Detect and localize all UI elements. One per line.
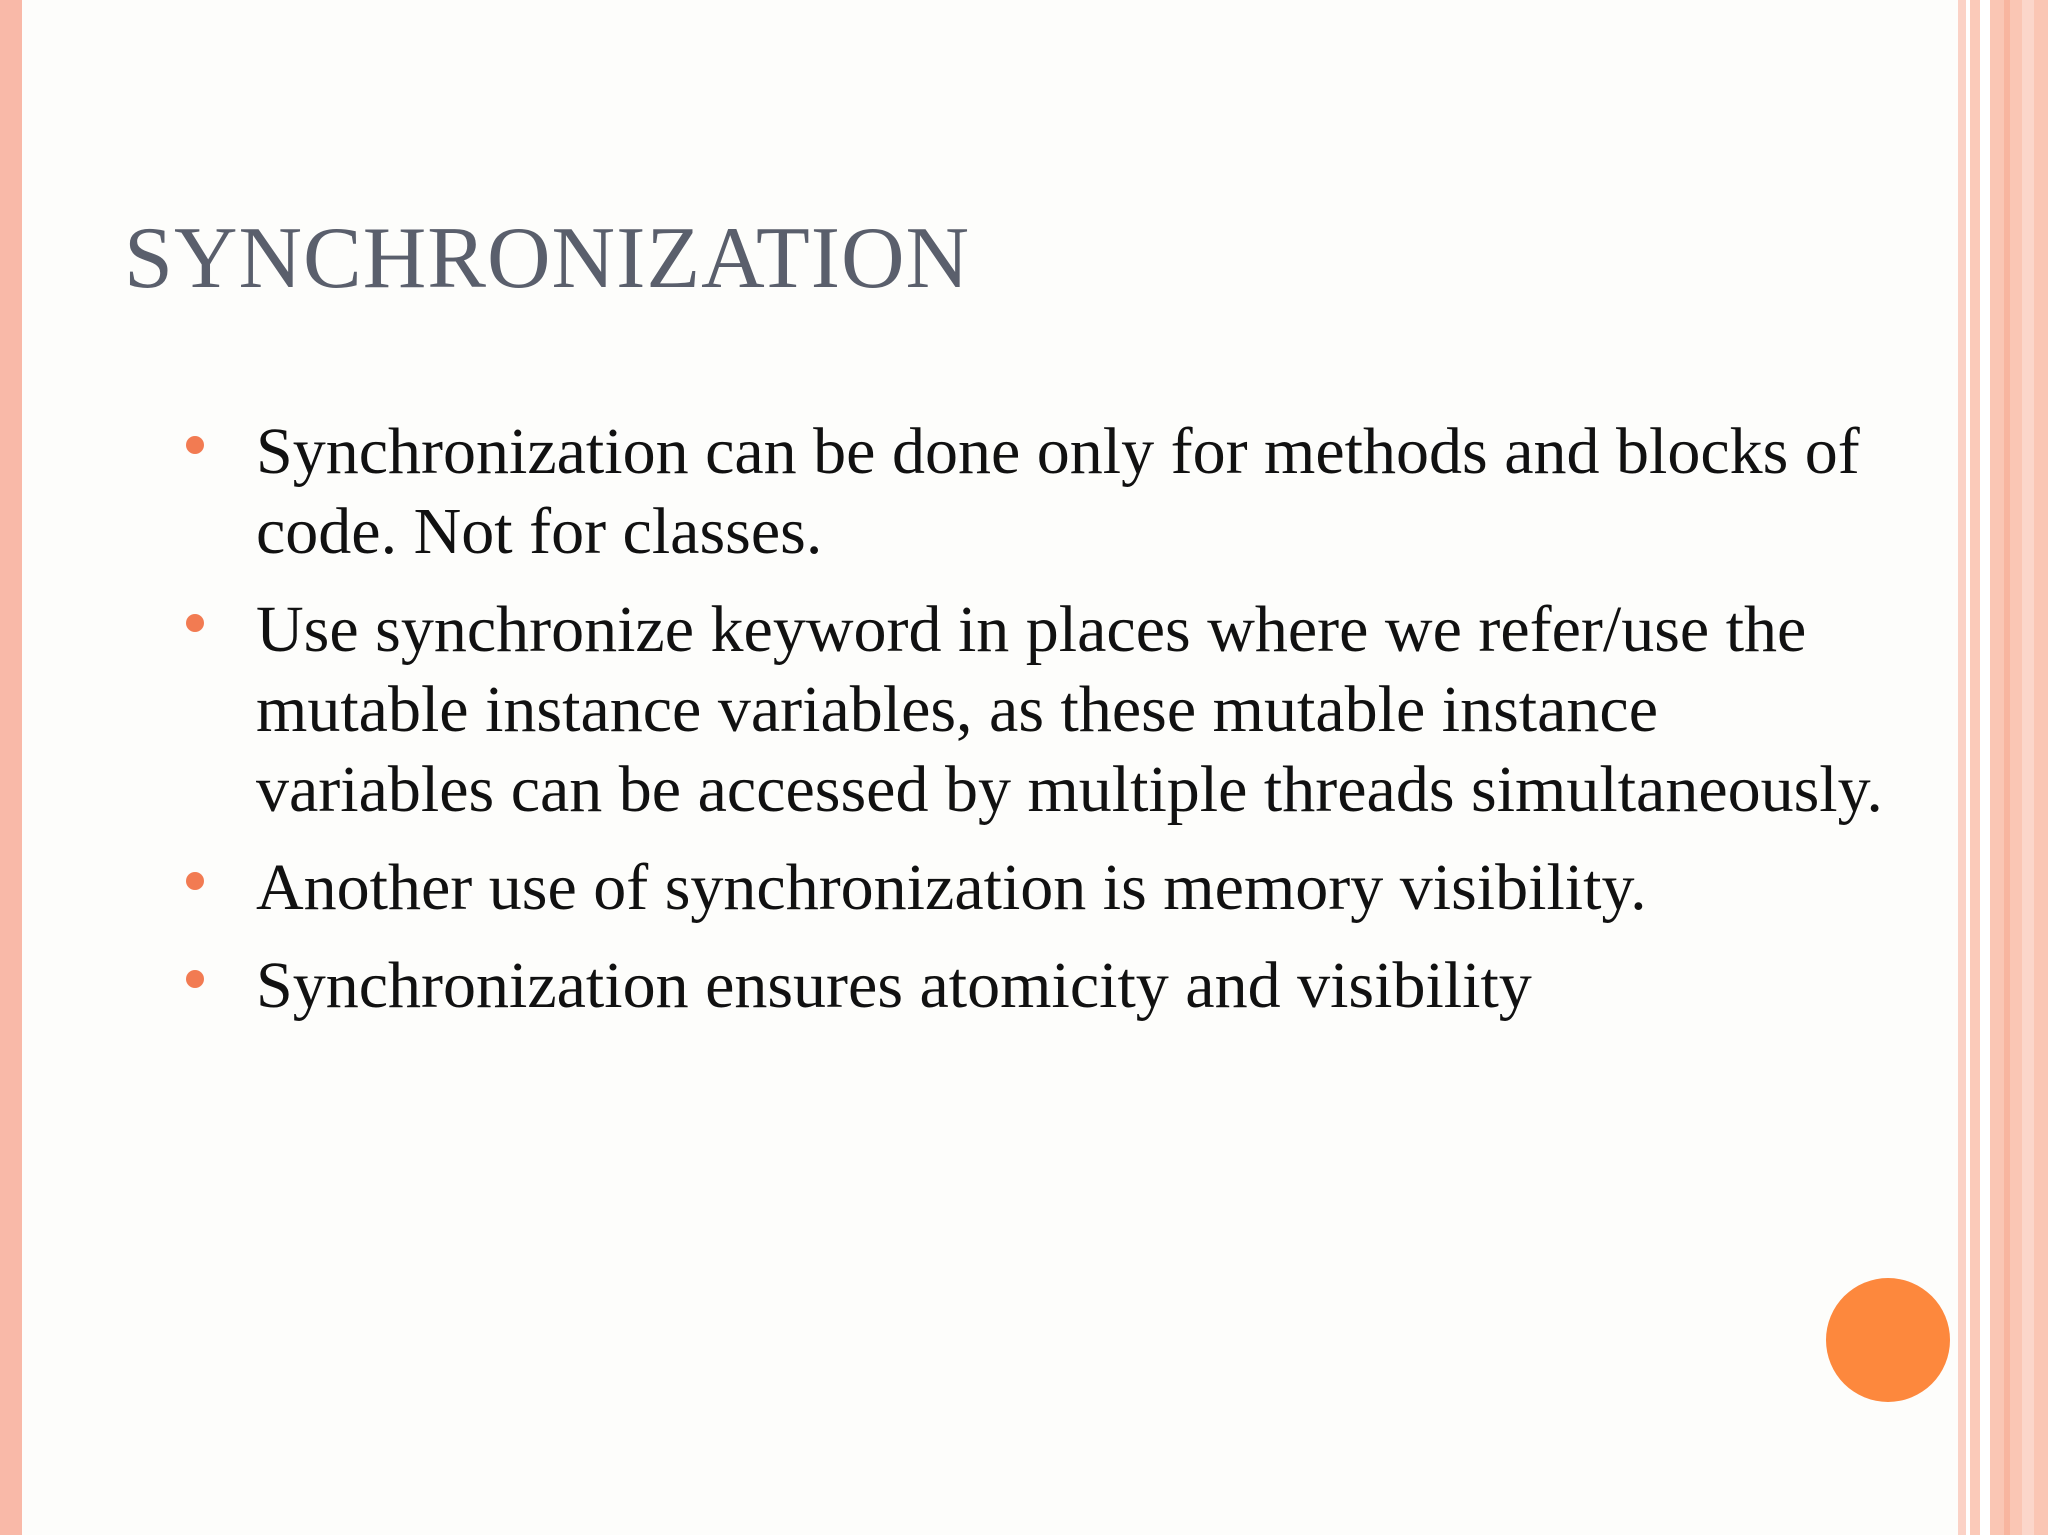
decorative-circle-icon (1826, 1278, 1950, 1402)
bullet-marker-icon (186, 436, 204, 454)
right-border-stripe (1958, 0, 1966, 1535)
bullet-marker-icon (186, 872, 204, 890)
bullet-item (186, 412, 1906, 572)
bullet-marker-icon (186, 970, 204, 988)
right-border-gap (1980, 0, 1990, 1535)
bullet-text: Synchronization ensures atomicity and visibility (256, 949, 1532, 1022)
right-border-stripe (2022, 0, 2034, 1535)
bullet-list (186, 412, 1906, 1044)
bullet-text: Use synchronize keyword in places where we refer/use the mutable instance variables, as these mutable instance variables can be accessed by multiple threads simultaneously. (256, 593, 1883, 826)
bullet-item (186, 848, 1906, 928)
bullet-item (186, 590, 1906, 830)
right-border-stripe (1970, 0, 1980, 1535)
right-border-stripe (2004, 0, 2010, 1535)
left-border-stripe (0, 0, 22, 1535)
bullet-item (186, 946, 1906, 1026)
bullet-text: Synchronization can be done only for methods and blocks of code. Not for classes. (256, 415, 1860, 568)
right-border-stripe (1990, 0, 2048, 1535)
slide-title: SYNCHRONIZATION (124, 210, 971, 307)
bullet-marker-icon (186, 614, 204, 632)
bullet-text: Another use of synchronization is memory visibility. (256, 851, 1647, 924)
